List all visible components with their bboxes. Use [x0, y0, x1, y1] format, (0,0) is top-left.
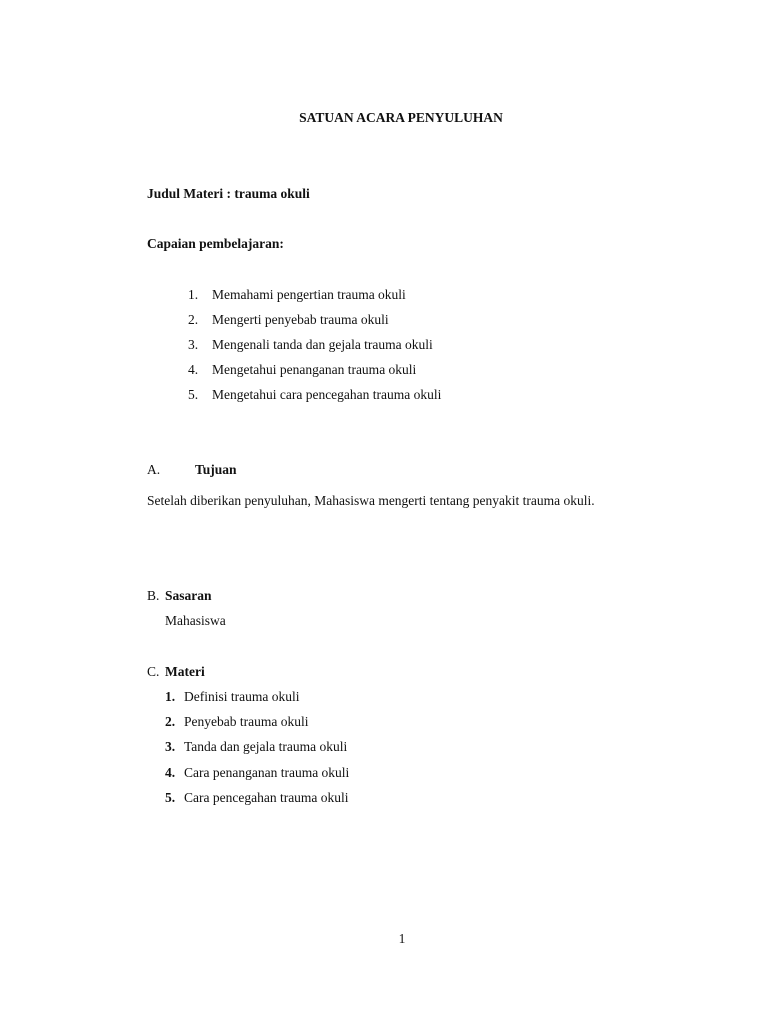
list-item-number: 4.: [188, 362, 199, 377]
list-item-number: 3.: [188, 337, 199, 352]
section-c-heading: Materi: [165, 664, 205, 679]
list-item: Penyebab trauma okuli: [184, 714, 309, 729]
list-item-number: 3.: [165, 739, 176, 754]
judul-materi: Judul Materi : trauma okuli: [147, 186, 310, 201]
capaian-heading: Capaian pembelajaran:: [147, 236, 284, 251]
list-item-number: 1.: [165, 689, 176, 704]
section-a-text: Setelah diberikan penyuluhan, Mahasiswa mengerti tentang penyakit trauma okuli.: [147, 493, 595, 508]
page-number: 1: [398, 931, 406, 946]
list-item: Tanda dan gejala trauma okuli: [184, 739, 348, 754]
list-item-number: 5.: [165, 790, 176, 805]
list-item-number: 5.: [188, 387, 199, 402]
list-item: Cara penanganan trauma okuli: [184, 765, 350, 780]
section-a-heading: Tujuan: [195, 462, 237, 477]
list-item-number: 2.: [165, 714, 176, 729]
list-item: Mengenali tanda dan gejala trauma okuli: [212, 337, 433, 352]
list-item-number: 4.: [165, 765, 176, 780]
list-item: Mengerti penyebab trauma okuli: [212, 312, 389, 327]
section-b-letter: B.: [147, 588, 160, 603]
list-item-number: 1.: [188, 287, 199, 302]
list-item-number: 2.: [188, 312, 199, 327]
section-c-letter: C.: [147, 664, 160, 679]
list-item: Cara pencegahan trauma okuli: [184, 790, 349, 805]
list-item: Mengetahui penanganan trauma okuli: [212, 362, 417, 377]
list-item: Memahami pengertian trauma okuli: [212, 287, 406, 302]
list-item: Mengetahui cara pencegahan trauma okuli: [212, 387, 442, 402]
section-a-letter: A.: [147, 462, 161, 477]
section-a-body: [147, 488, 660, 514]
document-title: SATUAN ACARA PENYULUHAN: [299, 110, 503, 125]
section-b-heading: Sasaran: [165, 588, 212, 603]
list-item: Definisi trauma okuli: [184, 689, 300, 704]
section-b-body: Mahasiswa: [165, 613, 226, 628]
